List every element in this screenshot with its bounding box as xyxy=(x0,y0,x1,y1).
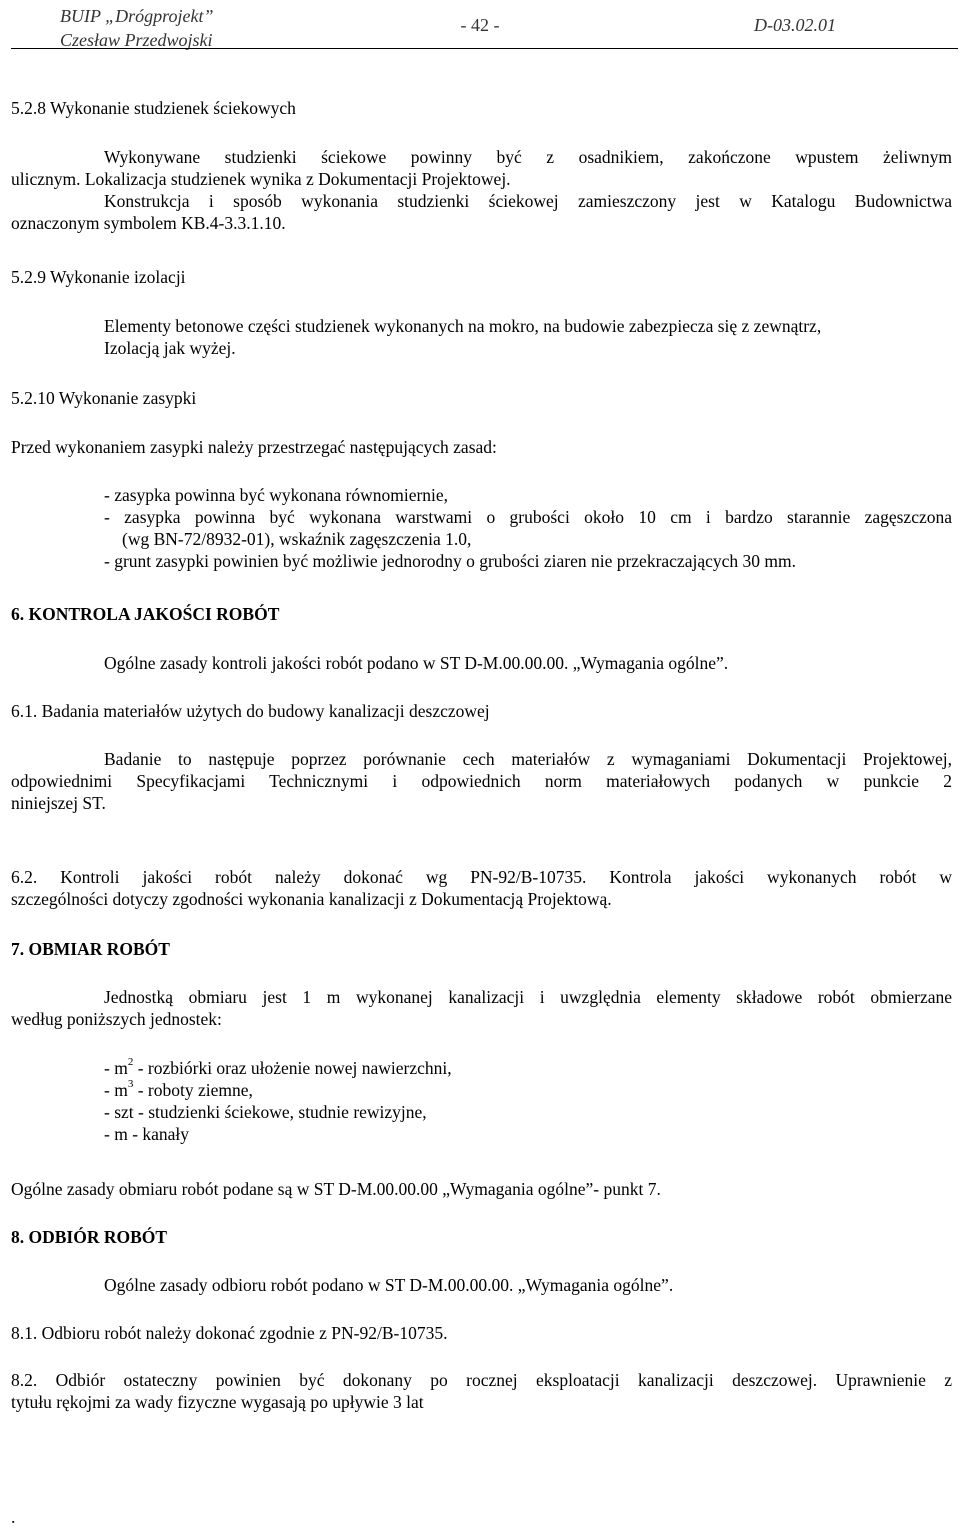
header-page-number: - 42 - xyxy=(460,15,500,35)
list-item: - grunt zasypki powinien być możliwie jednorodny o grubości ziaren nie przekraczających 30 mm. xyxy=(104,551,796,571)
text-line: Badanie to następuje poprzez porównanie cech materiałów z wymaganiami Dokumentacji Projektowej, xyxy=(104,749,952,769)
text-line: Elementy betonowe części studzienek wykonanych na mokro, na budowie zabezpiecza się z zewnątrz, xyxy=(104,316,822,336)
text-line: odpowiednimi Specyfikacjami Technicznymi i odpowiednich norm materiałowych podanych w punkcie 2 xyxy=(11,771,952,791)
unit-label: - m xyxy=(104,1058,128,1078)
text-line: 6.2. Kontroli jakości robót należy dokonać wg PN-92/B-10735. Kontrola jakości wykonanych robót w xyxy=(11,867,952,887)
heading-5-2-8: 5.2.8 Wykonanie studzienek ściekowych xyxy=(11,98,296,118)
list-5-2-10 xyxy=(11,484,952,572)
header-author: Czesław Przedwojski xyxy=(60,30,213,50)
text-line: Jednostką obmiaru jest 1 m wykonanej kanalizacji i uwzględnia elementy składowe robót obmierzane xyxy=(104,987,952,1007)
text-line: ulicznym. Lokalizacja studzienek wynika z Dokumentacji Projektowej. xyxy=(11,169,511,189)
header-divider xyxy=(11,48,958,49)
list-7-units xyxy=(11,1057,952,1145)
paragraph-5-2-8 xyxy=(11,146,952,234)
heading-6-1: 6.1. Badania materiałów użytych do budowy kanalizacji deszczowej xyxy=(11,701,490,721)
header-doc-code: D-03.02.01 xyxy=(754,15,836,35)
list-item: - zasypka powinna być wykonana warstwami o grubości około 10 cm i bardzo starannie zagęszczona xyxy=(104,507,952,527)
text-line: niniejszej ST. xyxy=(11,793,106,813)
unit-exponent: 3 xyxy=(127,1078,134,1091)
text-line: według poniższych jednostek: xyxy=(11,1009,222,1029)
paragraph-6-intro: Ogólne zasady kontroli jakości robót podano w ST D-M.00.00.00. „Wymagania ogólne”. xyxy=(104,653,729,673)
text-line: Wykonywane studzienki ściekowe powinny być z osadnikiem, zakończone wpustem żeliwnym xyxy=(104,147,952,167)
text-line: tytułu rękojmi za wady fizyczne wygasają po upływie 3 lat xyxy=(11,1392,424,1412)
heading-6: 6. KONTROLA JAKOŚCI ROBÓT xyxy=(11,604,280,624)
paragraph-6-1 xyxy=(11,748,952,814)
list-item: - m - kanały xyxy=(104,1124,190,1144)
list-item: - szt - studzienki ściekowe, studnie rewizyjne, xyxy=(104,1102,427,1122)
paragraph-7-closing: Ogólne zasady obmiaru robót podane są w ST D-M.00.00.00 „Wymagania ogólne”- punkt 7. xyxy=(11,1179,661,1199)
footer-mark: . xyxy=(11,1507,16,1527)
paragraph-5-2-10-intro: Przed wykonaniem zasypki należy przestrzegać następujących zasad: xyxy=(11,437,497,457)
paragraph-6-2 xyxy=(11,866,952,910)
heading-8: 8. ODBIÓR ROBÓT xyxy=(11,1227,168,1247)
list-item xyxy=(11,1057,952,1079)
heading-7: 7. OBMIAR ROBÓT xyxy=(11,939,170,959)
paragraph-8-intro: Ogólne zasady odbioru robót podano w ST D-M.00.00.00. „Wymagania ogólne”. xyxy=(104,1275,674,1295)
text-line: Konstrukcja i sposób wykonania studzienki ściekowej zamieszczony jest w Katalogu Budownictwa xyxy=(104,191,952,211)
text-line: oznaczonym symbolem KB.4-3.3.1.10. xyxy=(11,213,286,233)
paragraph-7-intro xyxy=(11,986,952,1030)
text-line: Izolacją jak wyżej. xyxy=(104,338,236,358)
heading-5-2-9: 5.2.9 Wykonanie izolacji xyxy=(11,267,186,287)
paragraph-8-1: 8.1. Odbioru robót należy dokonać zgodnie z PN-92/B-10735. xyxy=(11,1323,448,1343)
text-line: szczególności dotyczy zgodności wykonania kanalizacji z Dokumentacją Projektową. xyxy=(11,889,612,909)
paragraph-5-2-9 xyxy=(11,315,952,359)
header-company: BUIP „Drógprojekt” xyxy=(60,6,214,26)
unit-label: - m xyxy=(104,1080,128,1100)
unit-description: - roboty ziemne, xyxy=(133,1080,253,1100)
unit-exponent: 2 xyxy=(127,1056,134,1069)
paragraph-8-2 xyxy=(11,1369,952,1413)
list-item: - zasypka powinna być wykonana równomiernie, xyxy=(104,485,449,505)
heading-5-2-10: 5.2.10 Wykonanie zasypki xyxy=(11,388,197,408)
list-item-continuation: (wg BN-72/8932-01), wskaźnik zagęszczenia 1.0, xyxy=(122,529,472,549)
text-line: 8.2. Odbiór ostateczny powinien być dokonany po rocznej eksploatacji kanalizacji deszczowej. Uprawnienie z xyxy=(11,1370,952,1390)
unit-description: - rozbiórki oraz ułożenie nowej nawierzchni, xyxy=(133,1058,452,1078)
list-item xyxy=(11,1079,952,1101)
